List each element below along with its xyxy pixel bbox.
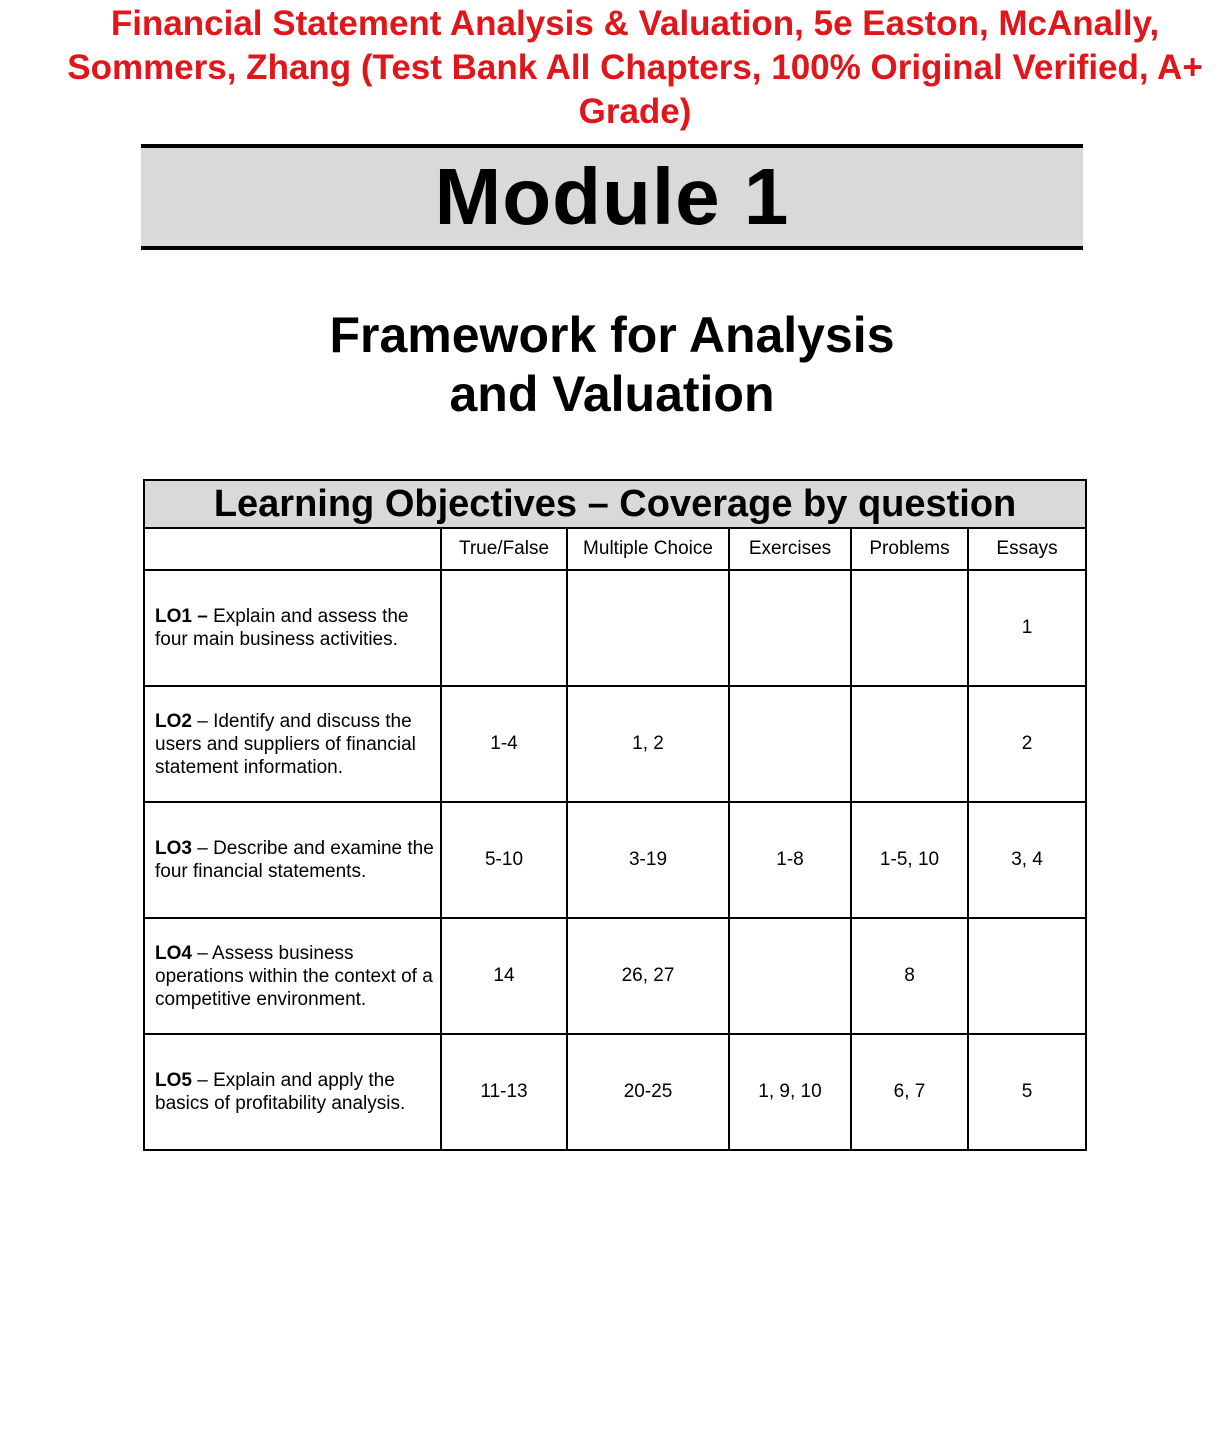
objective-code: LO5 — [155, 1070, 192, 1091]
cell-essays: 2 — [968, 686, 1086, 802]
table-row — [144, 802, 1086, 918]
objective-code: LO1 – — [155, 606, 208, 627]
learning-objectives-table — [143, 479, 1087, 1151]
cell-essays — [968, 918, 1086, 1034]
column-header-blank — [144, 528, 441, 570]
objective-description — [144, 802, 441, 918]
objective-code: LO3 — [155, 838, 192, 859]
cell-exercises: 1, 9, 10 — [729, 1034, 851, 1150]
cell-true-false — [441, 570, 567, 686]
cell-multiple-choice: 20-25 — [567, 1034, 729, 1150]
module-header-box — [141, 144, 1083, 250]
cell-problems — [851, 570, 968, 686]
cell-exercises — [729, 570, 851, 686]
subtitle-line-1: Framework for Analysis — [329, 307, 895, 363]
cell-problems — [851, 686, 968, 802]
column-header-true-false: True/False — [441, 528, 567, 570]
cell-exercises — [729, 686, 851, 802]
cell-exercises: 1-8 — [729, 802, 851, 918]
objective-text: Explain and assess the four main business activities. — [155, 606, 409, 650]
table-row — [144, 570, 1086, 686]
subtitle-line-2: and Valuation — [449, 366, 775, 422]
cell-multiple-choice: 1, 2 — [567, 686, 729, 802]
chapter-subtitle — [141, 306, 1083, 424]
column-header-problems: Problems — [851, 528, 968, 570]
module-title: Module 1 — [434, 152, 790, 241]
cell-multiple-choice — [567, 570, 729, 686]
objective-description — [144, 570, 441, 686]
objective-text: – Assess business operations within the context of a competitive environment. — [155, 942, 433, 1010]
cell-exercises — [729, 918, 851, 1034]
table-row — [144, 918, 1086, 1034]
cell-essays: 3, 4 — [968, 802, 1086, 918]
cell-true-false: 1-4 — [441, 686, 567, 802]
objective-description — [144, 686, 441, 802]
objective-code: LO4 — [155, 942, 192, 964]
objective-description — [144, 1034, 441, 1150]
column-header-essays: Essays — [968, 528, 1086, 570]
objective-text: – Identify and discuss the users and suppliers of financial statement information. — [155, 710, 416, 778]
column-header-multiple-choice: Multiple Choice — [567, 528, 729, 570]
cell-problems: 6, 7 — [851, 1034, 968, 1150]
cell-problems: 8 — [851, 918, 968, 1034]
table-row — [144, 1034, 1086, 1150]
cell-multiple-choice: 3-19 — [567, 802, 729, 918]
cell-essays: 1 — [968, 570, 1086, 686]
objective-code: LO2 — [155, 710, 192, 732]
table-row — [144, 686, 1086, 802]
cell-true-false: 11-13 — [441, 1034, 567, 1150]
cell-multiple-choice: 26, 27 — [567, 918, 729, 1034]
table-title: Learning Objectives – Coverage by question — [144, 480, 1086, 528]
cell-essays: 5 — [968, 1034, 1086, 1150]
cell-true-false: 5-10 — [441, 802, 567, 918]
objective-text: – Describe and examine the four financial statements. — [155, 838, 434, 882]
objective-text: – Explain and apply the basics of profitability analysis. — [155, 1070, 406, 1114]
table-header-row — [144, 528, 1086, 570]
document-banner: Financial Statement Analysis & Valuation, 5e Easton, McAnally, Sommers, Zhang (Test Bank All Chapters, 100% Original Verified, A+ Grade) — [67, 4, 1203, 131]
table-title-row — [144, 480, 1086, 528]
objective-description — [144, 918, 441, 1034]
cell-true-false: 14 — [441, 918, 567, 1034]
cell-problems: 1-5, 10 — [851, 802, 968, 918]
column-header-exercises: Exercises — [729, 528, 851, 570]
